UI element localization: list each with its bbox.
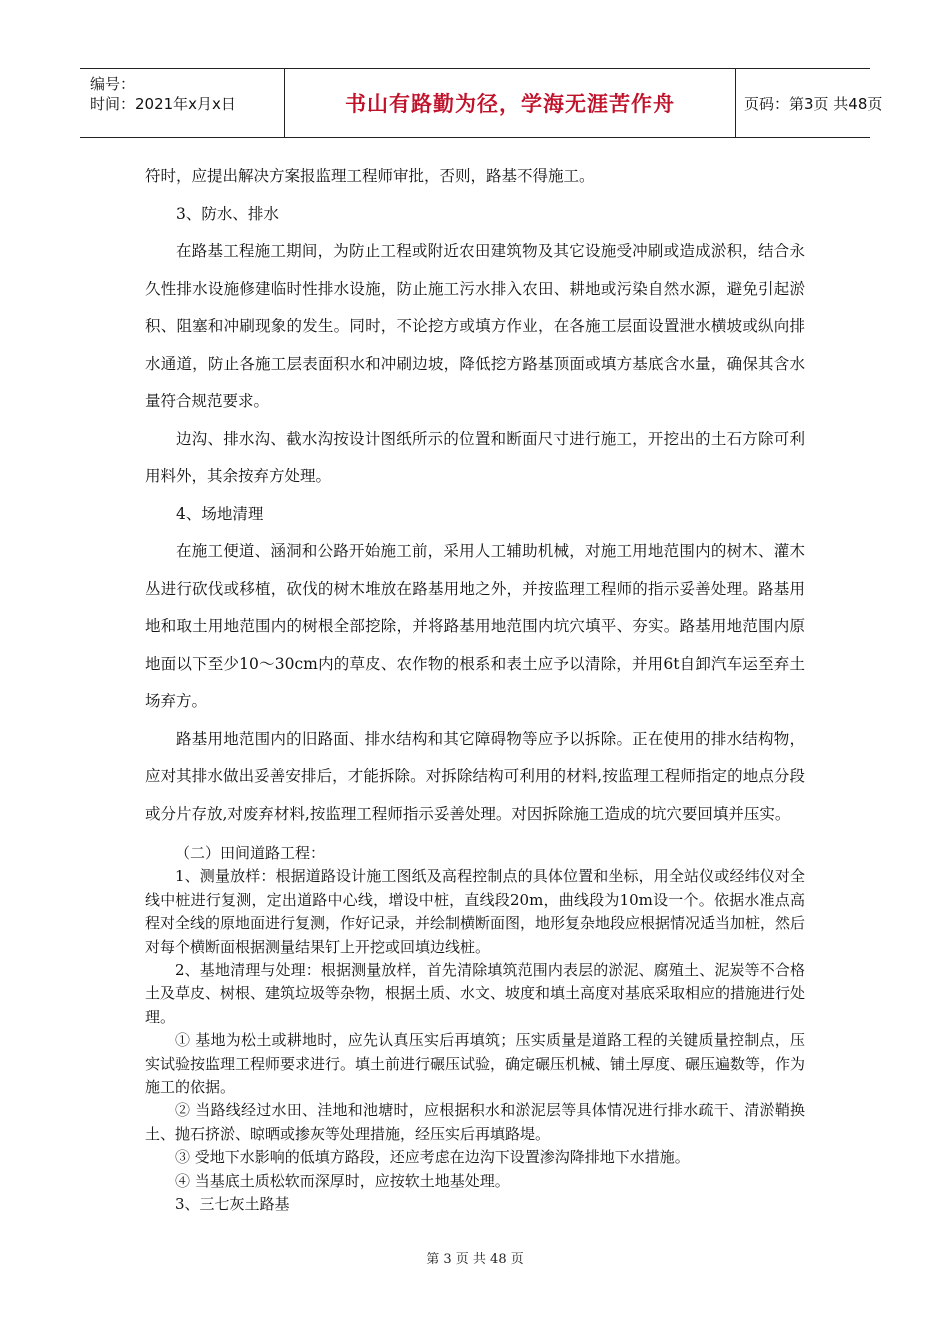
paragraph-site-clearing-2: 路基用地范围内的旧路面、排水结构和其它障碍物等应予以拆除。正在使用的排水结构物，应对其排水做出妥善安排后，才能拆除。对拆除结构可利用的材料,按监理工程师指定的地点分段或分片存放,对废弃材料,按监理工程师指示妥善处理。对因拆除施工造成的坑穴要回填并压实。 bbox=[145, 729, 805, 823]
heading-drainage: 3、防水、排水 bbox=[176, 204, 279, 223]
header-page-cell bbox=[736, 69, 883, 137]
header-table bbox=[80, 68, 883, 138]
paragraph-site-clearing-1: 在施工便道、涵洞和公路开始施工前，采用人工辅助机械，对施工用地范围内的树木、灌木丛进行砍伐或移植，砍伐的树木堆放在路基用地之外，并按监理工程师的指示妥善处理。路基用地和取土用地范围内的树根全部挖除，并将路基用地范围内坑穴填平、夯实。路基用地范围内原地面以下至少10～30cm内的草皮、农作物的根系和表土应予以清除，并用6t自卸汽车运至弃土场弃方。 bbox=[145, 542, 805, 710]
section-roadbed bbox=[145, 158, 805, 833]
list-item-paddy-field: ② 当路线经过水田、洼地和池塘时，应根据积水和淤泥层等具体情况进行排水疏干、清淤鞘换土、抛石挤淤、晾晒或掺灰等处理措施，经压实后再填路堤。 bbox=[145, 1101, 805, 1143]
paragraph-drainage-2: 边沟、排水沟、截水沟按设计图纸所示的位置和断面尺寸进行施工，开挖出的土石方除可利用料外，其余按弃方处理。 bbox=[145, 429, 805, 485]
page-footer: 第 3 页 共 48 页 bbox=[426, 1252, 524, 1267]
paragraph-continued: 符时，应提出解决方案报监理工程师审批，否则，路基不得施工。 bbox=[145, 167, 595, 185]
paragraph-base-clearing: 2、基地清理与处理：根据测量放样，首先清除填筑范围内表层的淤泥、腐殖土、泥炭等不合格土及草皮、树根、建筑垃圾等杂物，根据土质、水文、坡度和填土高度对基底采取相应的措施进行处理。 bbox=[145, 961, 806, 1026]
list-item-soft-soil: ④ 当基底土质松软而深厚时，应按软土地基处理。 bbox=[175, 1171, 510, 1190]
list-item-loose-soil: ① 基地为松土或耕地时，应先认真压实后再填筑；压实质量是道路工程的关键质量控制点，压实试验按监理工程师要求进行。填土前进行碾压试验，确定碾压机械、铺土厚度、碾压遍数等，作为施工的依据。 bbox=[145, 1031, 806, 1097]
heading-site-clearing: 4、场地清理 bbox=[176, 504, 264, 523]
page-code: 页码：第3页 共48页 bbox=[744, 94, 883, 113]
paragraph-drainage-1: 在路基工程施工期间，为防止工程或附近农田建筑物及其它设施受冲刷或造成淤积，结合永久性排水设施修建临时性排水设施，防止施工污水排入农田、耕地或污染自然水源，避免引起淤积、阻塞和冲刷现象的发生。同时，不论挖方或填方作业，在各施工层面设置泄水横坡或纵向排水通道，防止各施工层表面积水和冲刷边坡，降低挖方路基顶面或填方基底含水量，确保其含水量符合规范要求。 bbox=[145, 242, 805, 410]
list-item-groundwater: ③ 受地下水影响的低填方路段，还应考虑在边沟下设置渗沟降排地下水措施。 bbox=[175, 1148, 690, 1167]
section-field-road bbox=[145, 842, 805, 1217]
header-meta-cell bbox=[80, 69, 285, 137]
heading-lime-soil: 3、三七灰土路基 bbox=[175, 1195, 290, 1214]
document-number-label: 编号： bbox=[90, 75, 136, 93]
section-title: （二）田间道路工程： bbox=[175, 844, 326, 862]
header-motto-cell bbox=[285, 69, 736, 137]
paragraph-survey: 1、测量放样：根据道路设计施工图纸及高程控制点的具体位置和坐标，用全站仪或经纬仪对全线中桩进行复测，定出道路中心线，增设中桩，直线段20m，曲线段为10m设一个。依据水准点高程对全线的原地面进行复测，作好记录，并绘制横断面图，地形复杂地段应根据情况适当加桩，然后对每个横断面根据测量结果钉上开挖或回填边线桩。 bbox=[145, 867, 806, 956]
document-date-label: 时间：2021年x月x日 bbox=[90, 95, 236, 113]
motto-text: 书山有路勤为径，学海无涯苦作舟 bbox=[345, 92, 675, 116]
